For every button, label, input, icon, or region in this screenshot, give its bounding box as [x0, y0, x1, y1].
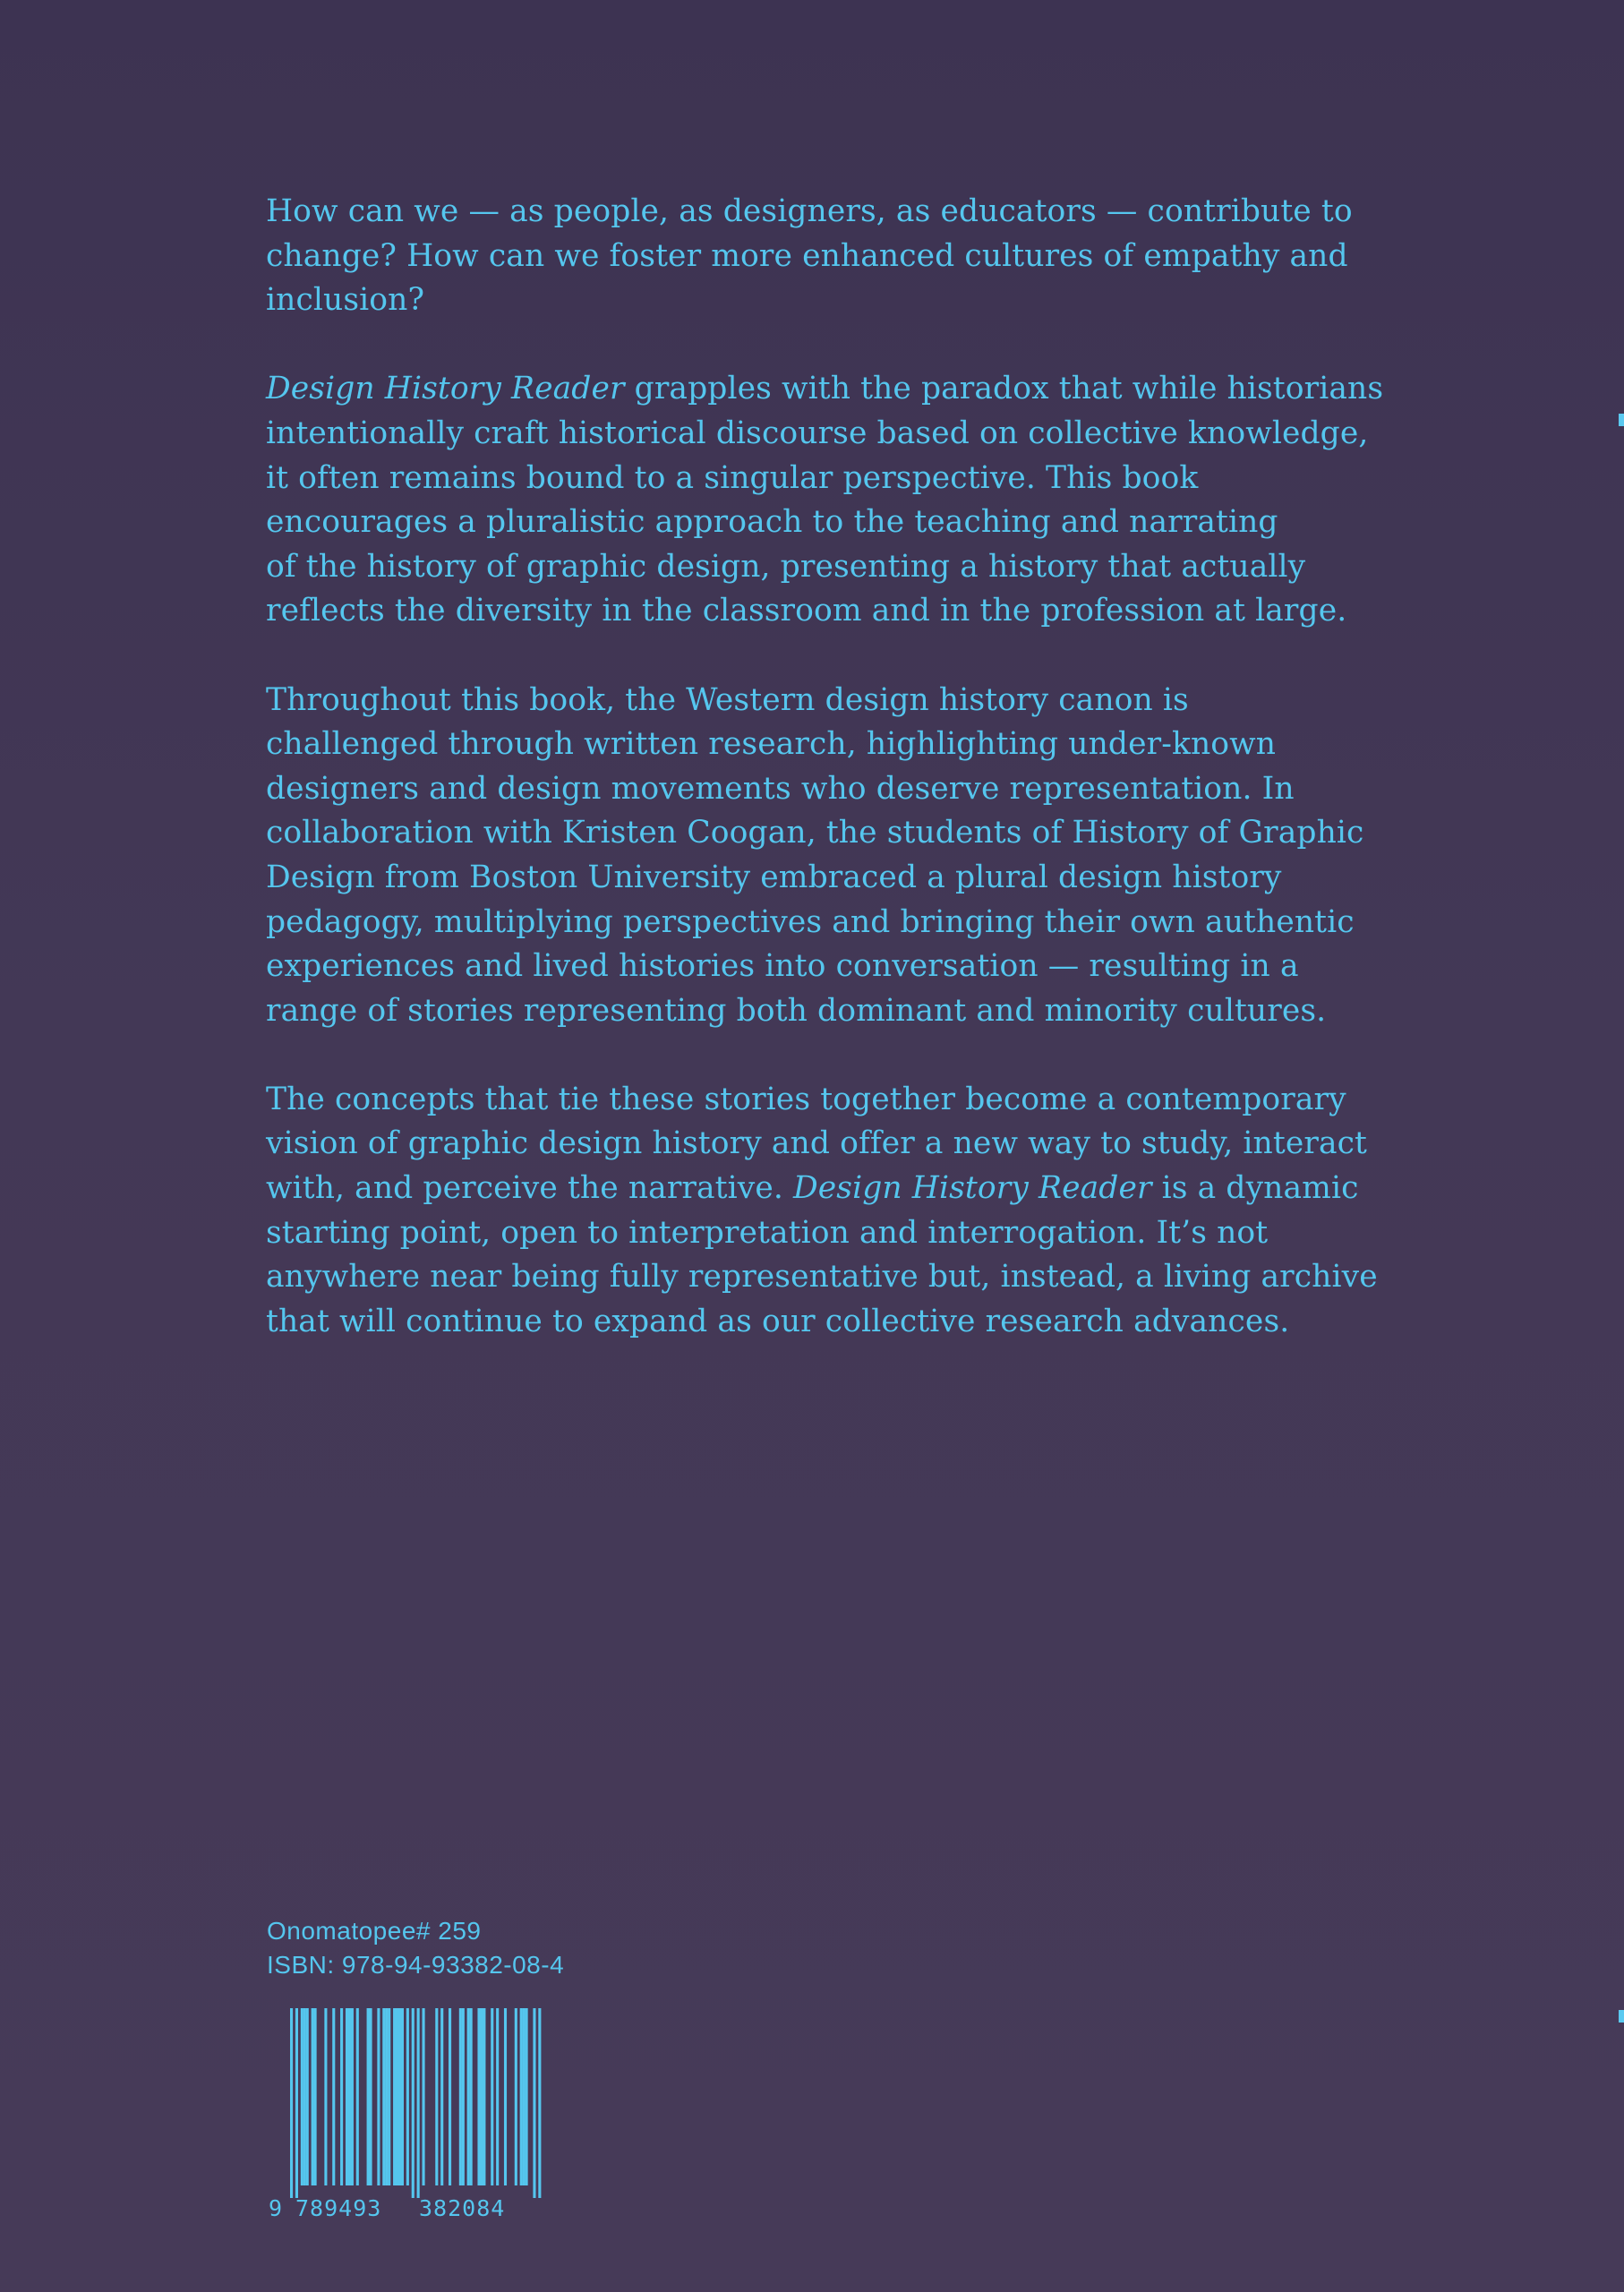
book-title: Design History Reader [266, 371, 625, 407]
blurb-text [266, 190, 1385, 1389]
barcode-bar [515, 2008, 517, 2185]
barcode-bar [290, 2008, 293, 2198]
barcode-bar [367, 2008, 370, 2185]
barcode-bar [435, 2008, 438, 2185]
text-line: How can we — as people, as designers, as educators — contribute to [266, 193, 1353, 229]
barcode-bar [351, 2008, 354, 2185]
barcode-bar [401, 2008, 404, 2185]
barcode-bar [412, 2008, 415, 2198]
barcode-bar [491, 2008, 493, 2185]
text-span: grapples with the paradox that while historians [624, 371, 1384, 407]
text-line: intentionally craft historical discourse based on collective knowledge, [266, 415, 1369, 451]
barcode-bar [370, 2008, 372, 2185]
barcode-bar [356, 2008, 359, 2185]
edge-mark [1619, 414, 1624, 426]
text-line: reflects the diversity in the classroom and in the profession at large. [266, 593, 1347, 629]
barcode-bar [406, 2008, 409, 2185]
barcode-bar [295, 2008, 298, 2198]
barcode-first-digit: 9 [269, 2195, 283, 2221]
barcode-bar [314, 2008, 317, 2185]
barcode-bar [449, 2008, 451, 2185]
isbn-barcode [269, 2008, 555, 2223]
text-line: collaboration with Kristen Coogan, the students of History of Graphic [266, 815, 1364, 851]
barcode-bar [423, 2008, 425, 2185]
text-line [266, 367, 1385, 412]
barcode-bar [346, 2008, 348, 2185]
barcode-bar [324, 2008, 327, 2185]
text-line: change? How can we foster more enhanced cultures of empathy and [266, 237, 1348, 274]
text-line: range of stories representing both dominant and minority cultures. [266, 992, 1327, 1029]
barcode-bar [340, 2008, 343, 2185]
blurb-paragraph-3 [266, 679, 1385, 1034]
barcode-bar [303, 2008, 306, 2185]
text-line [266, 1167, 1385, 1211]
barcode-graphic [269, 2008, 555, 2223]
barcode-bar [332, 2008, 335, 2185]
barcode-bar [520, 2008, 523, 2185]
text-line: encourages a pluralistic approach to the teaching and narrating [266, 504, 1278, 541]
blurb-paragraph-2 [266, 367, 1385, 634]
barcode-bar [388, 2008, 390, 2185]
blurb-paragraph-1 [266, 190, 1385, 323]
barcode-bar [523, 2008, 526, 2185]
text-line: experiences and lived histories into conversation — resulting in a [266, 948, 1299, 985]
barcode-left-digits: 789493 [295, 2195, 382, 2221]
barcode-bar [480, 2008, 483, 2185]
barcode-bar [504, 2008, 507, 2185]
barcode-bar [467, 2008, 470, 2185]
text-span: is a dynamic [1151, 1170, 1359, 1207]
barcode-bar [417, 2008, 420, 2198]
text-line: anywhere near being fully representative but, instead, a living archive [266, 1259, 1378, 1296]
series-number: Onomatopee# 259 [267, 1917, 482, 1945]
blurb-paragraph-4 [266, 1078, 1385, 1345]
barcode-bar [477, 2008, 480, 2185]
barcode-bar [538, 2008, 541, 2198]
text-line: challenged through written research, highlighting under-known [266, 726, 1277, 763]
text-line: that will continue to expand as our collective research advances. [266, 1303, 1290, 1339]
barcode-bar [312, 2008, 314, 2185]
barcode-bar [393, 2008, 396, 2185]
barcode-bar [306, 2008, 309, 2185]
barcode-right-digits: 382084 [419, 2195, 506, 2221]
barcode-bar [385, 2008, 388, 2185]
text-line: it often remains bound to a singular perspective. This book [266, 459, 1199, 496]
barcode-bar [382, 2008, 385, 2185]
barcode-bar [462, 2008, 465, 2185]
publication-info [267, 1914, 564, 1982]
barcode-bar [470, 2008, 473, 2185]
isbn-number: ISBN: 978-94-93382-08-4 [267, 1951, 565, 1979]
text-line: of the history of graphic design, presenting a history that actually [266, 548, 1306, 585]
barcode-bar [459, 2008, 462, 2185]
text-line: designers and design movements who deserve representation. In [266, 770, 1295, 807]
text-line: starting point, open to interpretation and interrogation. It’s not [266, 1214, 1269, 1251]
text-line: vision of graphic design history and offer a new way to study, interact [266, 1125, 1367, 1162]
barcode-bar [496, 2008, 499, 2185]
text-line: Design from Boston University embraced a plural design history [266, 859, 1282, 895]
barcode-bars [290, 2008, 541, 2198]
barcode-bar [396, 2008, 398, 2185]
barcode-bar [526, 2008, 528, 2185]
barcode-bar [377, 2008, 380, 2185]
text-line: pedagogy, multiplying perspectives and bringing their own authentic [266, 903, 1355, 940]
edge-mark [1619, 2010, 1624, 2023]
barcode-bar [301, 2008, 303, 2185]
text-span: with, and perceive the narrative. [266, 1170, 794, 1207]
barcode-bar [440, 2008, 443, 2185]
text-line: The concepts that tie these stories together become a contemporary [266, 1081, 1346, 1117]
barcode-bar [483, 2008, 485, 2185]
text-line: inclusion? [266, 282, 425, 319]
barcode-bar [348, 2008, 351, 2185]
barcode-bar [533, 2008, 535, 2198]
book-title: Design History Reader [793, 1170, 1152, 1207]
barcode-bar [398, 2008, 401, 2185]
text-line: Throughout this book, the Western design history canon is [266, 681, 1189, 718]
